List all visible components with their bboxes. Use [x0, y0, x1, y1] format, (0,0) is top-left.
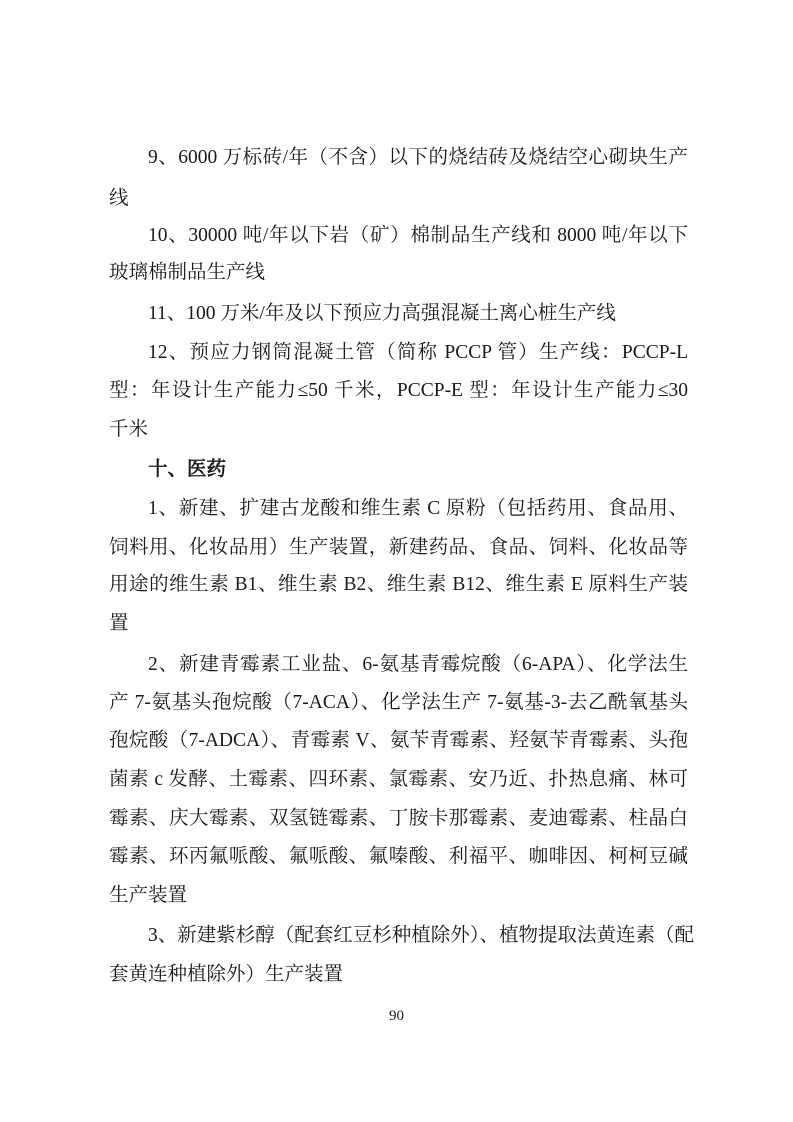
- text-line: 11、100 万米/年及以下预应力高强混凝土离心桩生产线: [148, 303, 616, 324]
- section-heading: 十、医药: [148, 459, 227, 480]
- text-line: 孢烷酸（7-ADCA）、青霉素 V、氨苄青霉素、羟氨苄青霉素、头孢: [109, 730, 688, 751]
- text-line: 霉素、环丙氟哌酸、氟哌酸、氟嗪酸、利福平、咖啡因、柯柯豆碱: [109, 846, 688, 867]
- text-line: 3、新建紫杉醇（配套红豆杉种植除外）、植物提取法黄连素（配: [148, 925, 695, 946]
- text-line: 1、新建、扩建古龙酸和维生素 C 原粉（包括药用、食品用、: [148, 498, 688, 519]
- text-line: 9、6000 万标砖/年（不含）以下的烧结砖及烧结空心砌块生产: [148, 147, 688, 168]
- text-line: 生产装置: [109, 885, 188, 906]
- text-line: 型：年设计生产能力≤50 千米，PCCP-E 型：年设计生产能力≤30: [109, 380, 688, 401]
- text-line: 10、30000 吨/年以下岩（矿）棉制品生产线和 8000 吨/年以下: [148, 225, 688, 246]
- text-line: 千米: [109, 419, 149, 440]
- text-line: 菌素 c 发酵、土霉素、四环素、氯霉素、安乃近、扑热息痛、林可: [109, 769, 688, 790]
- page-number: 90: [389, 1008, 404, 1024]
- text-line: 产 7-氨基头孢烷酸（7-ACA）、化学法生产 7-氨基-3-去乙酰氧基头: [109, 692, 688, 713]
- text-line: 线: [109, 188, 129, 209]
- text-line: 用途的维生素 B1、维生素 B2、维生素 B12、维生素 E 原料生产装: [109, 574, 688, 595]
- text-line: 2、新建青霉素工业盐、6-氨基青霉烷酸（6-APA）、化学法生: [148, 654, 688, 675]
- text-line: 饲料用、化妆品用）生产装置，新建药品、食品、饲料、化妆品等: [109, 537, 688, 558]
- text-line: 霉素、庆大霉素、双氢链霉素、丁胺卡那霉素、麦迪霉素、柱晶白: [109, 808, 688, 829]
- text-line: 套黄连种植除外）生产装置: [109, 964, 344, 985]
- text-line: 12、预应力钢筒混凝土管（简称 PCCP 管）生产线：PCCP-L: [148, 342, 688, 363]
- text-line: 置: [109, 613, 129, 634]
- text-line: 玻璃棉制品生产线: [109, 262, 266, 283]
